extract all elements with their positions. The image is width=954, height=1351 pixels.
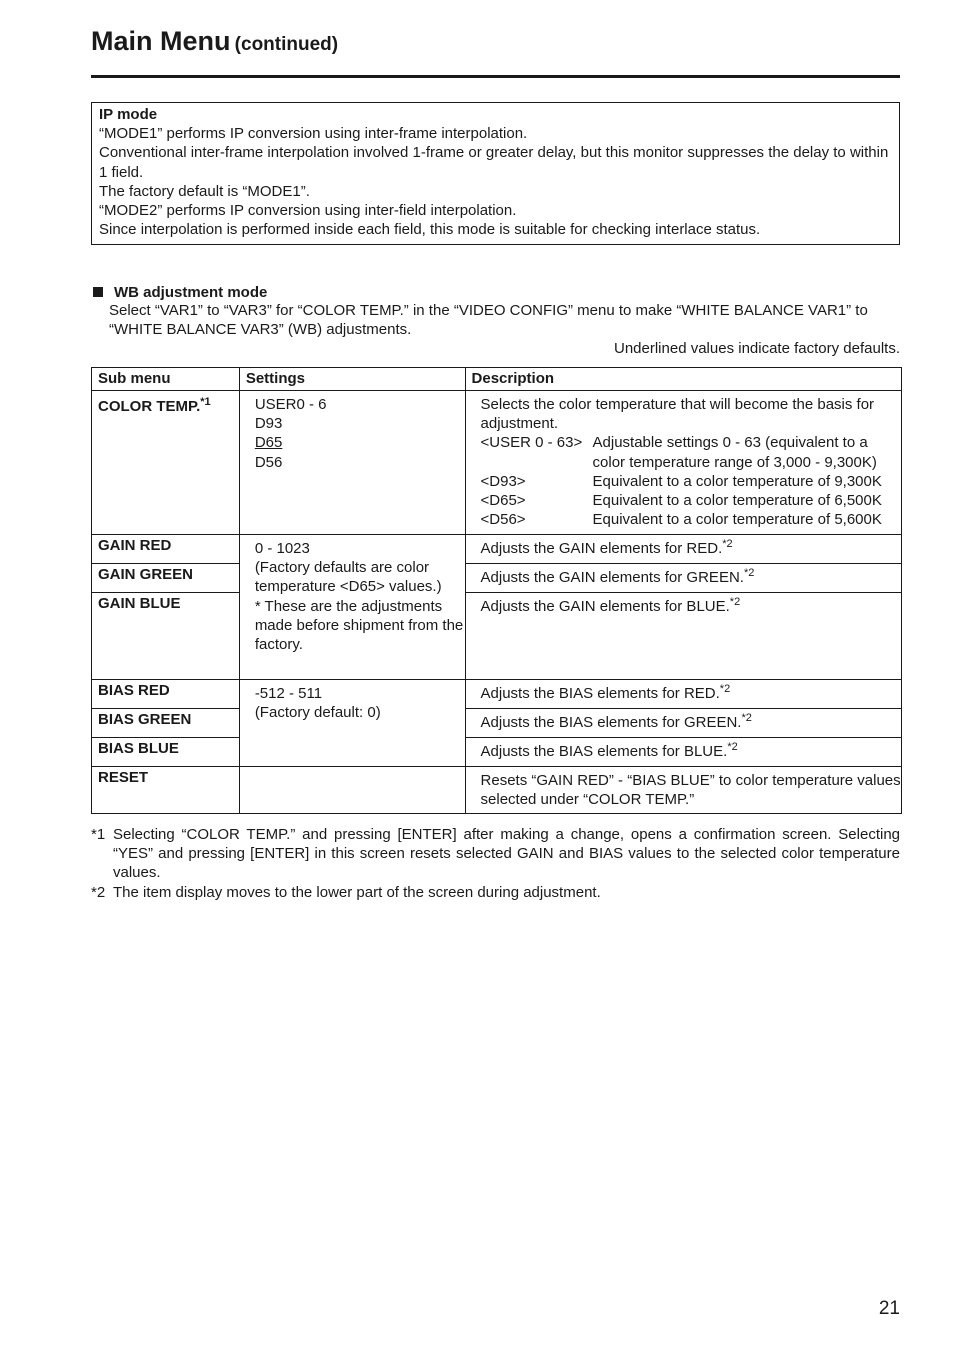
bias-blue-desc [465, 738, 901, 767]
table-row-bias-blue [92, 738, 902, 767]
option-row [481, 510, 901, 529]
table-row-bias-green [92, 709, 902, 738]
option-value: Equivalent to a color temperature of 9,300K [592, 472, 882, 490]
footnote-mark: *2 [91, 883, 106, 901]
page-header [91, 26, 900, 56]
option-key: <D93> [480, 472, 526, 490]
footnote-ref: *2 [729, 596, 741, 608]
header-sub-menu: Sub menu [92, 368, 240, 391]
desc-text: Adjusts the GAIN elements for GREEN. [480, 569, 744, 586]
color-temp-settings [239, 391, 465, 535]
footnotes [91, 825, 900, 902]
bias-range: -512 - 511 [254, 685, 323, 702]
table-row-color-temp [92, 391, 902, 535]
option-row [481, 472, 901, 491]
desc-text: Adjusts the BIAS elements for BLUE. [480, 743, 728, 760]
bias-green-desc [465, 709, 901, 738]
header-settings: Settings [239, 368, 465, 391]
table-row-reset [92, 767, 902, 814]
gain-red-name: GAIN RED [92, 535, 240, 564]
gain-note [255, 597, 465, 655]
ip-mode-line: Conventional inter-frame interpolation involved 1-frame or greater delay, but this monitor suppresses the delay to within 1 field. [99, 144, 889, 181]
footnote-mark: *1 [91, 826, 106, 843]
table-row-bias-red [92, 680, 902, 709]
reset-desc: Resets “GAIN RED” - “BIAS BLUE” to color temperature values selected under “COLOR TEMP.” [465, 767, 901, 814]
ip-mode-line: The factory default is “MODE1”. [99, 182, 310, 200]
gain-green-desc [465, 564, 901, 593]
ip-mode-heading: IP mode [99, 106, 158, 123]
wb-settings-table [91, 367, 902, 814]
table-row-gain-green [92, 564, 902, 593]
desc-text: Adjusts the GAIN elements for RED. [480, 540, 723, 557]
ip-mode-box [91, 102, 900, 245]
setting-value-default: D65 [254, 434, 283, 452]
color-temp-name [92, 391, 240, 535]
option-value: Equivalent to a color temperature of 6,500K [592, 492, 882, 510]
option-row [481, 491, 901, 510]
square-bullet-icon [93, 287, 103, 297]
gain-green-name: GAIN GREEN [92, 564, 240, 593]
header-rule [91, 75, 900, 78]
footnote-ref: *1 [200, 396, 211, 408]
setting-value: D56 [254, 453, 283, 471]
option-key: <USER 0 - 63> [480, 434, 583, 452]
gain-settings [239, 535, 465, 680]
setting-value: USER0 - 6 [254, 396, 327, 413]
gain-blue-desc [465, 593, 901, 680]
color-temp-label: COLOR TEMP. [98, 398, 201, 415]
page-number: 21 [878, 1298, 900, 1319]
footnote-ref: *2 [727, 741, 738, 753]
gain-red-desc [465, 535, 901, 564]
option-key: <D65> [480, 492, 526, 510]
footnote [91, 825, 900, 883]
color-temp-description [465, 391, 901, 535]
option-row [481, 433, 901, 471]
desc-text: Adjusts the GAIN elements for BLUE. [480, 598, 730, 615]
wb-section-heading [91, 283, 267, 302]
ip-mode-line: “MODE1” performs IP conversion using inter-frame interpolation. [99, 125, 528, 143]
table-header-row [92, 368, 902, 391]
wb-defaults-note: Underlined values indicate factory defaults. [614, 340, 900, 357]
gain-range: 0 - 1023 [254, 540, 310, 557]
wb-heading-text: WB adjustment mode [114, 284, 268, 301]
footnote-ref: *2 [741, 712, 752, 724]
page-subtitle: (continued) [234, 34, 339, 55]
footnote-ref: *2 [722, 538, 733, 550]
option-key: <D56> [480, 511, 526, 529]
page-title: Main Menu [91, 26, 231, 56]
reset-settings [239, 767, 465, 814]
footnote [91, 883, 900, 902]
bias-defaults: (Factory default: 0) [254, 704, 381, 722]
header-description: Description [465, 368, 901, 391]
ip-mode-line: “MODE2” performs IP conversion using inter-field interpolation. [99, 202, 517, 220]
wb-intro: Select “VAR1” to “VAR3” for “COLOR TEMP.” in the “VIDEO CONFIG” menu to make “WHITE BALANCE VAR1” to “WHITE BALANCE VAR3” (WB) adjustments. [109, 302, 868, 339]
footnote-ref: *2 [719, 683, 731, 695]
option-value: Equivalent to a color temperature of 5,600K [592, 511, 882, 529]
desc-text: Adjusts the BIAS elements for RED. [480, 685, 720, 702]
gain-note-text: * These are the adjustments made before shipment from the factory. [254, 597, 464, 654]
ip-mode-line: Since interpolation is performed inside each field, this mode is suitable for checking interlace status. [99, 221, 761, 239]
bias-red-name: BIAS RED [92, 680, 240, 709]
option-value: Adjustable settings 0 - 63 (equivalent to a color temperature range of 3,000 - 9,300K) [592, 434, 877, 471]
table-row-gain-blue [92, 593, 902, 680]
setting-value: D93 [254, 415, 283, 433]
footnote-text: The item display moves to the lower part of the screen during adjustment. [113, 883, 601, 901]
gain-blue-name: GAIN BLUE [92, 593, 240, 680]
table-row-gain-red [92, 535, 902, 564]
color-temp-desc-intro: Selects the color temperature that will become the basis for adjustment. [480, 396, 875, 433]
bias-blue-name: BIAS BLUE [92, 738, 240, 767]
gain-defaults: (Factory defaults are color temperature <D65> values.) [254, 559, 442, 596]
bias-settings [239, 680, 465, 767]
reset-name: RESET [92, 767, 240, 814]
footnote-ref: *2 [743, 567, 755, 579]
footnote-text: Selecting “COLOR TEMP.” and pressing [ENTER] after making a change, opens a confirmation screen. Selecting “YES” and pressing [ENTER] in this screen resets selected GAIN and BIAS values to the selected color temperature values. [113, 826, 900, 882]
desc-text: Adjusts the BIAS elements for GREEN. [480, 714, 742, 731]
bias-green-name: BIAS GREEN [92, 709, 240, 738]
bias-red-desc [465, 680, 901, 709]
